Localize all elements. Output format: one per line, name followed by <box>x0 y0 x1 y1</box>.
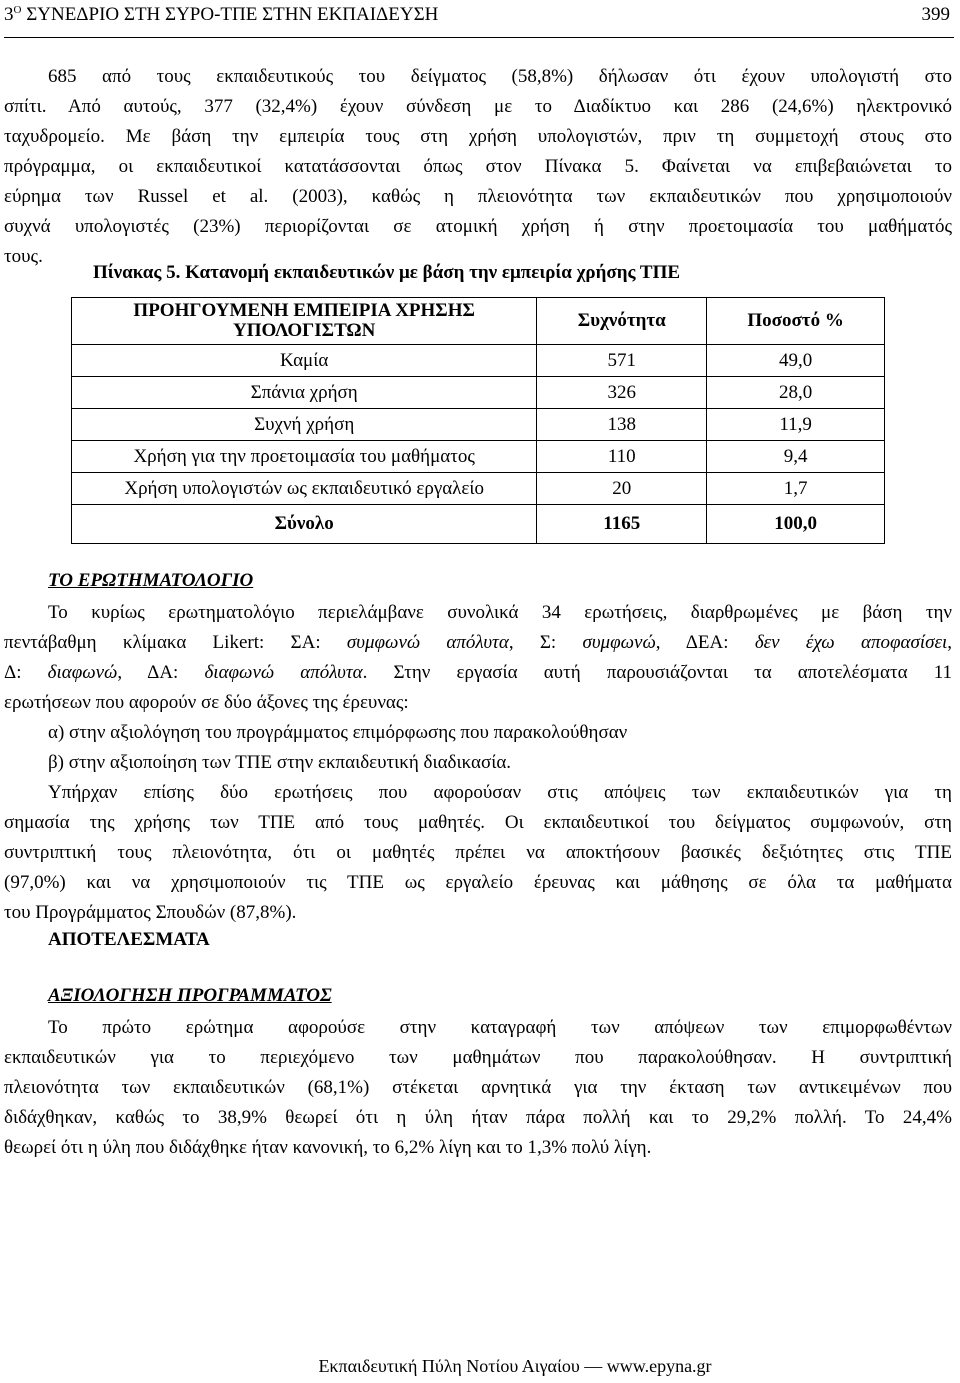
table-caption: Πίνακας 5. Κατανομή εκπαιδευτικών με βάση την εμπειρία χρήσης ΤΠΕ <box>93 262 681 283</box>
table-row <box>72 473 885 505</box>
conference-number: 3 <box>4 4 14 25</box>
table-cell: 110 <box>537 441 707 473</box>
text-run: . Στην εργασία αυτή παρουσιάζονται τα αποτελέσματα 11 <box>362 662 953 683</box>
list-item: β) στην αξιοποίηση των ΤΠΕ στην εκπαιδευτική διαδικασία. <box>48 752 512 773</box>
text-line: συντριπτική τους πλειονότητα, ότι οι μαθητές πρέπει να αποκτήσουν βασικές δεξιότητες στις ΤΠΕ <box>4 842 952 863</box>
column-header: Συχνότητα <box>537 298 707 345</box>
ordinal-superscript: Ο <box>13 4 22 16</box>
text-run: πεντάβαθμη κλίμακα Likert: ΣΑ: <box>4 632 347 653</box>
italic-term: διαφωνώ απόλυτα <box>204 662 363 683</box>
text-line <box>4 658 952 688</box>
column-header: Ποσοστό % <box>707 298 885 345</box>
table-cell: Καμία <box>72 345 537 377</box>
table-cell: 9,4 <box>707 441 885 473</box>
text-line: ερωτήσεων που αφορούν σε δύο άξονες της έρευνας: <box>4 692 409 713</box>
table-cell: 49,0 <box>707 345 885 377</box>
italic-term: διαφωνώ <box>47 662 118 683</box>
table-cell: Χρήση υπολογιστών ως εκπαιδευτικό εργαλείο <box>72 473 537 505</box>
column-header: ΠΡΟΗΓΟΥΜΕΝΗ ΕΜΠΕΙΡΙΑ ΧΡΗΣΗΣ ΥΠΟΛΟΓΙΣΤΩΝ <box>72 298 537 345</box>
list-item: α) στην αξιολόγηση του προγράμματος επιμόρφωσης που παρακολούθησαν <box>48 722 628 743</box>
text-line: τους. <box>4 246 43 267</box>
text-run: , Σ: <box>508 632 583 653</box>
text-line: Το κυρίως ερωτηματολόγιο περιελάμβανε συνολικά 34 ερωτήσεις, διαρθρωμένες με βάση την <box>48 602 952 623</box>
italic-term: συμφωνώ απόλυτα <box>346 632 509 653</box>
table-cell: Σπάνια χρήση <box>72 377 537 409</box>
table-total-row <box>72 505 885 544</box>
table-row <box>72 377 885 409</box>
table-row <box>72 409 885 441</box>
table-cell: 20 <box>537 473 707 505</box>
text-line: Το πρώτο ερώτημα αφορούσε στην καταγραφή των απόψεων των επιμορφωθέντων <box>48 1017 952 1038</box>
table-row <box>72 441 885 473</box>
italic-term: δεν έχω αποφασίσει <box>754 632 948 653</box>
text-line: εκπαιδευτικών για το περιεχόμενο των μαθημάτων που παρακολούθησαν. Η συντριπτική <box>4 1047 952 1068</box>
text-line: 685 από τους εκπαιδευτικούς του δείγματος (58,8%) δήλωσαν ότι έχουν υπολογιστή στο <box>48 66 952 87</box>
table-cell: 28,0 <box>707 377 885 409</box>
table-cell: 571 <box>537 345 707 377</box>
table-cell: Συχνή χρήση <box>72 409 537 441</box>
experience-table <box>71 297 885 544</box>
table-cell: 1,7 <box>707 473 885 505</box>
text-line: εύρημα των Russel et al. (2003), καθώς η πλειονότητα των εκπαιδευτικών που χρησιμοποιούν <box>4 186 952 207</box>
conference-title: ΣΥΝΕΔΡΙΟ ΣΤΗ ΣΥΡΟ-ΤΠΕ ΣΤΗΝ ΕΚΠΑΙΔΕΥΣΗ <box>21 4 439 25</box>
page-footer: Εκπαιδευτική Πύλη Νοτίου Αιγαίου — www.epyna.gr <box>318 1356 712 1376</box>
table-cell: 138 <box>537 409 707 441</box>
table-cell: Σύνολο <box>72 505 537 544</box>
text-run: , <box>947 632 952 653</box>
table-cell: 11,9 <box>707 409 885 441</box>
text-line: διδάχθηκαν, καθώς το 38,9% θεωρεί ότι η ύλη ήταν πάρα πολλή και το 29,2% πολλή. Το 24,4% <box>4 1107 952 1128</box>
questionnaire-heading: ΤΟ ΕΡΩΤΗΜΑΤΟΛΟΓΙΟ <box>48 570 254 591</box>
text-line <box>4 628 952 658</box>
text-line: πλειονότητα των εκπαιδευτικών (68,1%) στέκεται αρνητικά για την έκταση των αντικειμένων που <box>4 1077 952 1098</box>
text-line: ταχυδρομείο. Με βάση την εμπειρία τους στη χρήση υπολογιστών, πριν τη συμμετοχή στους στο <box>4 126 952 147</box>
program-evaluation-heading: ΑΞΙΟΛΟΓΗΣΗ ΠΡΟΓΡΑΜΜΑΤΟΣ <box>48 985 332 1006</box>
header-divider <box>4 37 954 38</box>
running-header <box>4 4 438 26</box>
text-line: (97,0%) και να χρησιμοποιούν τις ΤΠΕ ως εργαλείο έρευνας και μάθησης σε όλα τα μαθήματα <box>4 872 952 893</box>
table-row <box>72 345 885 377</box>
intro-paragraph <box>4 62 952 272</box>
text-line: συχνά υπολογιστές (23%) περιορίζονται σε ατομική χρήση ή στην προετοιμασία του μαθήματός <box>4 216 952 237</box>
table-cell: 326 <box>537 377 707 409</box>
text-run: Δ: <box>4 662 48 683</box>
text-line: του Προγράμματος Σπουδών (87,8%). <box>4 902 297 923</box>
page-number: 399 <box>921 4 950 25</box>
italic-term: συμφωνώ <box>582 632 656 653</box>
text-run: , ΔΑ: <box>117 662 205 683</box>
table-cell: 100,0 <box>707 505 885 544</box>
text-line: πρόγραμμα, οι εκπαιδευτικοί κατατάσσονται όπως στον Πίνακα 5. Φαίνεται να επιβεβαιώνεται το <box>4 156 952 177</box>
table-cell: Χρήση για την προετοιμασία του μαθήματος <box>72 441 537 473</box>
results-heading: ΑΠΟΤΕΛΕΣΜΑΤΑ <box>48 929 210 950</box>
text-line: θεωρεί ότι η ύλη που διδάχθηκε ήταν κανονική, το 6,2% λίγη και το 1,3% πολύ λίγη. <box>4 1137 652 1158</box>
text-line: σπίτι. Από αυτούς, 377 (32,4%) έχουν σύνδεση με το Διαδίκτυο και 286 (24,6%) ηλεκτρονικό <box>4 96 952 117</box>
questionnaire-paragraph <box>4 598 952 928</box>
results-paragraph <box>4 1013 952 1163</box>
text-run: , ΔΕΑ: <box>655 632 755 653</box>
text-line: σημασία της χρήσης των ΤΠΕ από τους μαθητές. Οι εκπαιδευτικοί του δείγματος συμφωνούν, στη <box>4 812 952 833</box>
table-cell: 1165 <box>537 505 707 544</box>
table-header-row <box>72 298 885 345</box>
text-line: Υπήρχαν επίσης δύο ερωτήσεις που αφορούσαν στις απόψεις των εκπαιδευτικών για τη <box>48 782 952 803</box>
